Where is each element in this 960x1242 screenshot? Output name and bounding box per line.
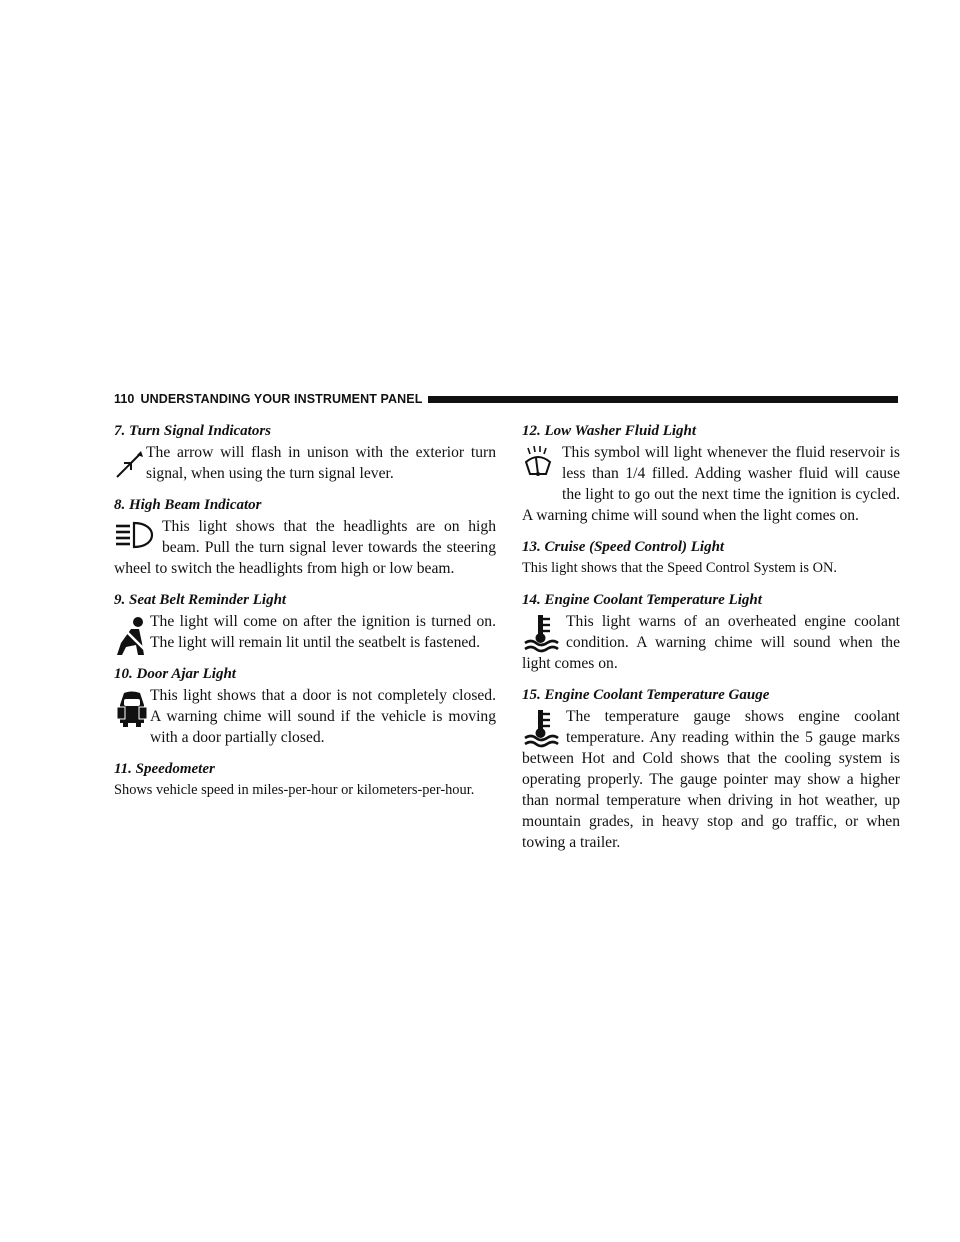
- section-body: Shows vehicle speed in miles-per-hour or kilometers-per-hour.: [114, 782, 475, 798]
- right-column: [522, 421, 900, 864]
- section-heading: 8. High Beam Indicator: [114, 497, 262, 513]
- page-header: [114, 391, 898, 407]
- section-heading: 7. Turn Signal Indicators: [114, 423, 271, 439]
- section-speedometer: [114, 759, 496, 801]
- section-coolant-light: [522, 590, 900, 674]
- chapter-title: UNDERSTANDING YOUR INSTRUMENT PANEL: [140, 392, 423, 406]
- section-seat-belt: [114, 590, 496, 653]
- section-body: This light warns of an overheated engine coolant condition. A warning chime will sound when the light comes on.: [522, 613, 900, 672]
- high-beam-icon: [114, 520, 162, 552]
- section-body: This light shows that the Speed Control System is ON.: [522, 560, 837, 576]
- section-high-beam: [114, 495, 496, 579]
- coolant-temperature-icon: [522, 613, 566, 653]
- door-ajar-icon: [114, 689, 150, 731]
- left-column: [114, 421, 496, 812]
- section-body: This light shows that a door is not completely closed. A warning chime will sound if the vehicle is moving with a door partially closed.: [150, 687, 496, 746]
- section-body: The light will come on after the ignition is turned on. The light will remain lit until the seatbelt is fastened.: [150, 613, 496, 651]
- section-coolant-gauge: [522, 685, 900, 853]
- washer-fluid-icon: [522, 444, 562, 486]
- turn-signal-arrow-icon: [114, 446, 146, 484]
- section-body: This symbol will light whenever the fluid reservoir is less than 1/4 filled. Adding washer fluid will cause the light to go out the next time the ignition is cycled. A warning chime will sound when the light comes on.: [522, 444, 900, 524]
- header-rule: [428, 396, 898, 403]
- section-cruise: [522, 537, 900, 579]
- section-heading: 15. Engine Coolant Temperature Gauge: [522, 687, 770, 703]
- section-heading: 9. Seat Belt Reminder Light: [114, 592, 287, 608]
- coolant-temperature-icon: [522, 708, 566, 748]
- section-body: The arrow will flash in unison with the exterior turn signal, when using the turn signal lever.: [146, 444, 496, 482]
- section-heading: 12. Low Washer Fluid Light: [522, 423, 697, 439]
- section-body: The temperature gauge shows engine coolant temperature. Any reading within the 5 gauge marks between Hot and Cold shows that the cooling system is operating properly. The gauge pointer may show a higher than normal temperature when driving in hot weather, up mountain grades, in heavy stop and go traffic, or when towing a trailer.: [522, 708, 900, 851]
- section-body: This light shows that the headlights are on high beam. Pull the turn signal lever towards the steering wheel to switch the headlights from high or low beam.: [114, 518, 496, 577]
- page-number: 110: [114, 392, 135, 406]
- seat-belt-icon: [114, 615, 150, 661]
- section-heading: 13. Cruise (Speed Control) Light: [522, 539, 725, 555]
- section-heading: 14. Engine Coolant Temperature Light: [522, 592, 762, 608]
- section-turn-signal: [114, 421, 496, 484]
- section-door-ajar: [114, 664, 496, 748]
- section-washer-fluid: [522, 421, 900, 526]
- section-heading: 10. Door Ajar Light: [114, 666, 236, 682]
- section-heading: 11. Speedometer: [114, 761, 215, 777]
